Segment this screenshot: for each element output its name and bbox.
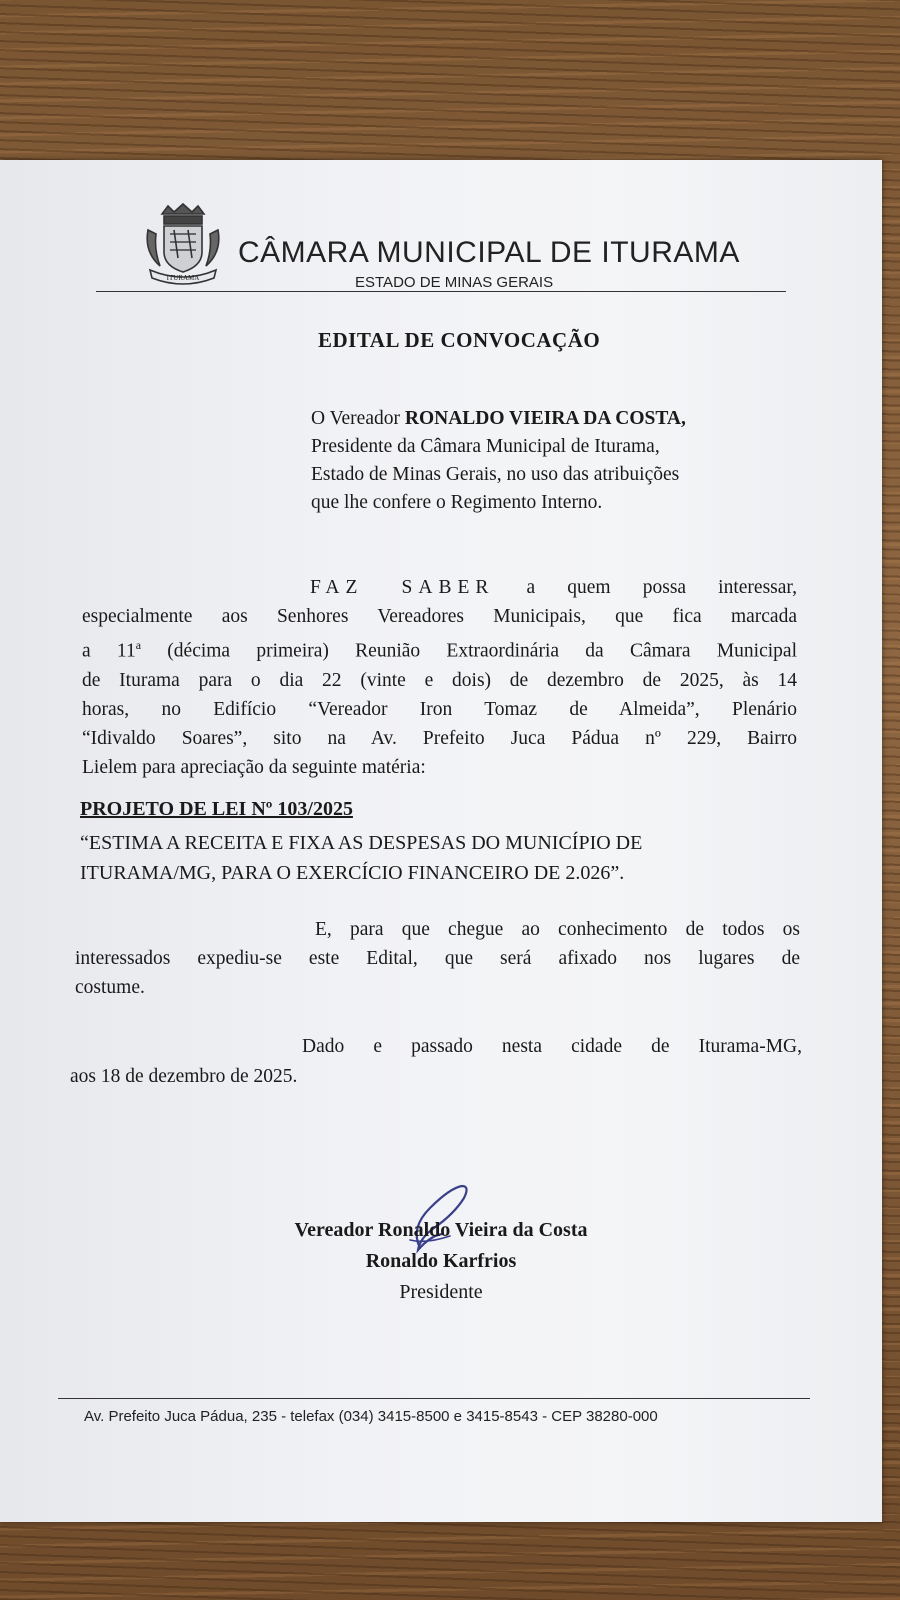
signer-nickname: Ronaldo Karfrios (365, 1250, 517, 1272)
bill-line: “ESTIMA A RECEITA E FIXA AS DESPESAS DO MUNICÍPIO DE (80, 832, 643, 854)
signer-role: Presidente (399, 1281, 483, 1303)
bill-title: PROJETO DE LEI Nº 103/2025 (80, 798, 353, 820)
intro-line: Estado de Minas Gerais, no uso das atribuições (311, 464, 680, 485)
president-name: RONALDO VIEIRA DA COSTA, (404, 408, 686, 429)
coat-of-arms-icon (140, 200, 226, 286)
body-line: Lielem para apreciação da seguinte matéria: (82, 756, 426, 778)
header-divider (96, 291, 786, 292)
document-page (0, 160, 882, 1522)
body-line: a 11$^a$ (décima primeira) Reunião Extraordinária da Câmara Municipal (82, 638, 797, 662)
date-paragraph (70, 1032, 802, 1092)
bill-line: ITURAMA/MG, PARA O EXERCÍCIO FINANCEIRO DE 2.026”. (80, 862, 625, 884)
publication-line: interessados expediu-se este Edital, que será afixado nos lugares de (75, 948, 800, 969)
date-line: aos 18 de dezembro de 2025. (70, 1066, 298, 1087)
intro-paragraph (311, 405, 791, 517)
svg-text:ITURAMA: ITURAMA (166, 274, 200, 282)
intro-line: que lhe confere o Regimento Interno. (311, 492, 603, 513)
intro-line: Presidente da Câmara Municipal de Iturama, (311, 436, 660, 457)
body-line: horas, no Edifício “Vereador Iron Tomaz de Almeida”, Plenário (82, 698, 797, 720)
date-line: Dado e passado nesta cidade de Iturama-MG, (302, 1036, 802, 1057)
publication-paragraph (75, 915, 800, 1002)
organization-name: CÂMARA MUNICIPAL DE ITURAMA (238, 236, 740, 269)
body-line: de Iturama para o dia 22 (vinte e dois) de dezembro de 2025, às 14 (82, 669, 797, 691)
body-line: FAZ SABER a quem possa interessar, (310, 577, 797, 598)
body-line: especialmente aos Senhores Vereadores Municipais, que fica marcada (82, 606, 797, 627)
footer-address: Av. Prefeito Juca Pádua, 235 - telefax (034) 3415-8500 e 3415-8543 - CEP 38280-000 (84, 1408, 658, 1425)
faz-saber-text: FAZ SABER (310, 577, 495, 598)
publication-line: costume. (75, 977, 145, 998)
publication-line: E, para que chegue ao conhecimento de todos os (315, 919, 800, 940)
signature-block (0, 1215, 882, 1308)
footer-divider (58, 1398, 810, 1399)
organization-subtitle: ESTADO DE MINAS GERAIS (355, 274, 554, 291)
bill-description (80, 828, 800, 888)
convocation-paragraph (82, 573, 797, 782)
signer-name: Vereador Ronaldo Vieira da Costa (294, 1219, 588, 1241)
intro-line: O Vereador RONALDO VIEIRA DA COSTA, (311, 408, 686, 429)
body-line: “Idivaldo Soares”, sito na Av. Prefeito Juca Pádua nº 229, Bairro (82, 727, 797, 749)
document-title: EDITAL DE CONVOCAÇÃO (318, 328, 601, 352)
